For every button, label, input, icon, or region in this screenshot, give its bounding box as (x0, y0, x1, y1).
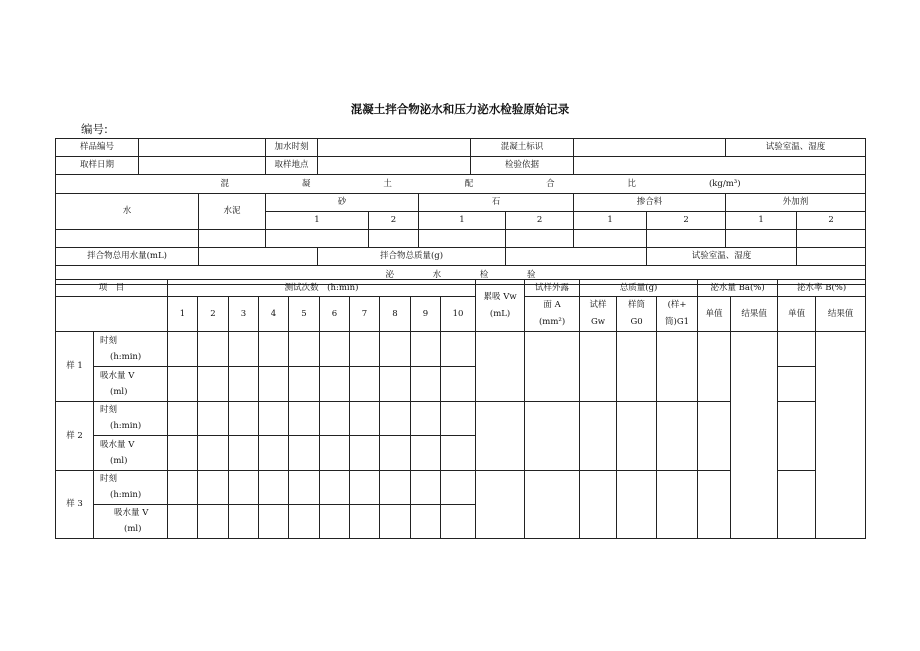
cell[interactable] (350, 436, 380, 471)
mix-header-char-2: 凝 (301, 178, 311, 189)
cell[interactable] (411, 367, 441, 402)
cell[interactable] (229, 367, 259, 402)
sample-2-volume-line-2: (ml) (110, 455, 128, 466)
mix-header-char-1: 混 (220, 178, 230, 189)
sample-1-volume-label (94, 367, 168, 402)
cylinder-g0-line-2: G0 (630, 317, 643, 327)
cell[interactable] (259, 436, 289, 471)
additive-value-2[interactable] (797, 229, 866, 247)
cement-label: 水泥 (199, 193, 266, 229)
sample-3-g1[interactable] (657, 471, 698, 539)
sample-3-label: 样 3 (56, 471, 94, 539)
sample-1-time-label (94, 332, 168, 367)
sample-1-volume-line-2: (ml) (110, 386, 128, 397)
cell[interactable] (168, 436, 198, 471)
info-row-2 (56, 157, 866, 175)
cell[interactable] (320, 436, 350, 471)
cell[interactable] (198, 436, 229, 471)
cell[interactable] (411, 471, 441, 505)
cell[interactable] (441, 505, 476, 539)
bleed-amount-header: 泌水量 Ba(%) (698, 280, 778, 297)
sample-plus-cylinder-line-2: 筒)G1 (665, 317, 690, 327)
sample-2-gw[interactable] (580, 402, 617, 471)
sample-1-time-line-1: 时刻 (100, 335, 118, 346)
cylinder-g0-line-1: 样筒 (628, 300, 646, 311)
cell[interactable] (350, 505, 380, 539)
count-7: 7 (350, 297, 380, 332)
cell[interactable] (320, 505, 350, 539)
cell[interactable] (198, 505, 229, 539)
sample-2-ba-single[interactable] (698, 402, 731, 471)
count-9: 9 (411, 297, 441, 332)
bleed-char-2: 水 (432, 269, 442, 280)
mix-header-char-5: 合 (546, 178, 555, 189)
sample-2-time-line-1: 时刻 (100, 405, 118, 416)
count-4: 4 (259, 297, 289, 332)
sampling-date-label: 取样日期 (56, 157, 139, 175)
cell[interactable] (441, 367, 476, 402)
cell[interactable] (380, 402, 411, 436)
cell[interactable] (441, 471, 476, 505)
cell[interactable] (411, 332, 441, 367)
cement-value[interactable] (199, 229, 266, 247)
count-3: 3 (229, 297, 259, 332)
sand-sub-2: 2 (369, 211, 419, 229)
cell[interactable] (289, 436, 320, 471)
cell[interactable] (259, 367, 289, 402)
total-mass-label: 拌合物总质量(g) (318, 248, 506, 266)
sample-1-g1[interactable] (657, 332, 698, 402)
cell[interactable] (441, 332, 476, 367)
sample-no-value[interactable] (139, 139, 266, 157)
additive-sub-2: 2 (797, 211, 866, 229)
cum-absorb-line-1: 累吸 Vw (483, 291, 517, 302)
sand-label: 砂 (266, 193, 419, 211)
sample-2-b-single[interactable] (778, 402, 816, 471)
bleed-char-1: 泌 (385, 269, 395, 280)
sample-1-b-single-a[interactable] (778, 332, 816, 367)
sand-sub-1: 1 (266, 211, 369, 229)
sample-3-volume-line-2: (ml) (124, 524, 142, 534)
bleed-rate-result-header: 结果值 (816, 297, 866, 332)
cell[interactable] (350, 402, 380, 436)
lab-temp-value-2[interactable] (797, 248, 866, 266)
b-result[interactable] (816, 332, 866, 539)
sampling-place-value[interactable] (318, 157, 471, 175)
sample-1-g0[interactable] (617, 332, 657, 402)
cell[interactable] (380, 367, 411, 402)
sample-gw-line-2: Gw (591, 317, 606, 327)
cell[interactable] (411, 436, 441, 471)
cell[interactable] (411, 402, 441, 436)
cell[interactable] (168, 367, 198, 402)
cell[interactable] (168, 505, 198, 539)
sample-1-label: 样 1 (56, 332, 94, 402)
cell[interactable] (198, 332, 229, 367)
mix-info-table (55, 138, 866, 285)
lab-temp-label: 试验室温、湿度 (726, 139, 866, 157)
exposed-area-line-3: (mm²) (538, 317, 566, 327)
cell[interactable] (380, 332, 411, 367)
cell[interactable] (229, 332, 259, 367)
cell[interactable] (229, 505, 259, 539)
cylinder-g0-header (617, 297, 657, 332)
sample-plus-cylinder-line-1: (样+ (667, 300, 687, 311)
exposed-area-header-1: 试样外露 (525, 280, 580, 297)
cell[interactable] (229, 402, 259, 436)
cell[interactable] (229, 436, 259, 471)
cell[interactable] (380, 505, 411, 539)
bleed-header-row-1 (56, 280, 866, 297)
sample-1-time-line-2: (h:min) (110, 351, 142, 362)
sample-2-time-line-2: (h:min) (110, 421, 142, 431)
cum-absorb-line-2: (mL) (489, 308, 511, 319)
water-label: 水 (56, 193, 199, 229)
totals-row (56, 248, 866, 266)
cell[interactable] (198, 402, 229, 436)
sample-1-ba-single[interactable] (698, 332, 731, 402)
sampling-place-label: 取样地点 (266, 157, 318, 175)
sample-3-time-line-1: 时刻 (100, 474, 118, 485)
mix-header (56, 175, 866, 193)
cell[interactable] (229, 471, 259, 505)
bleed-rate-single-header: 单值 (778, 297, 816, 332)
sample-gw-header (580, 297, 617, 332)
cum-absorb-header (476, 280, 525, 332)
document-title: 混凝土拌合物泌水和压力泌水检验原始记录 (350, 102, 570, 116)
test-basis-label: 检验依据 (471, 157, 574, 175)
cell[interactable] (350, 471, 380, 505)
test-count-header: 测试次数 (h:min) (168, 280, 476, 297)
cell[interactable] (259, 332, 289, 367)
mineral-admixture-label: 掺合料 (574, 193, 726, 211)
sample-3-exposed-area[interactable] (525, 471, 580, 539)
cell[interactable] (350, 332, 380, 367)
sample-2-exposed-area[interactable] (525, 402, 580, 471)
count-8: 8 (380, 297, 411, 332)
cell[interactable] (198, 471, 229, 505)
ba-result[interactable] (731, 332, 778, 539)
mix-header-char-3: 土 (383, 178, 392, 189)
additive-sub-1: 1 (726, 211, 797, 229)
water-value[interactable] (56, 229, 199, 247)
cell[interactable] (289, 332, 320, 367)
cell[interactable] (259, 505, 289, 539)
mineral-sub-1: 1 (574, 211, 647, 229)
cell[interactable] (320, 471, 350, 505)
sample-3-gw[interactable] (580, 471, 617, 539)
item-header: 项 目 (56, 280, 168, 297)
cell[interactable] (380, 471, 411, 505)
sample-2-volume-line-1: 吸水量 V (100, 439, 135, 450)
sample-1-b-single-b[interactable] (778, 367, 816, 402)
mix-header-char-6: 比 (627, 178, 637, 189)
additive-label: 外加剂 (726, 193, 866, 211)
bleed-amount-single-header: 单值 (698, 297, 731, 332)
document-number-label: 编号: (81, 122, 108, 136)
sample-1-time-row (56, 332, 866, 367)
cell[interactable] (411, 505, 441, 539)
lab-temp-label-2: 试验室温、湿度 (647, 248, 797, 266)
bleed-test-table (55, 279, 866, 539)
sampling-date-value[interactable] (139, 157, 266, 175)
mix-header-char-4: 配 (464, 178, 474, 189)
sample-1-gw[interactable] (580, 332, 617, 402)
cell[interactable] (289, 471, 320, 505)
additive-value-1[interactable] (726, 229, 797, 247)
bleed-header-row-2 (56, 297, 866, 332)
count-10: 10 (441, 297, 476, 332)
cell[interactable] (289, 367, 320, 402)
mix-materials-row (56, 193, 866, 211)
sample-3-volume-label (94, 505, 168, 539)
stone-value-1[interactable] (419, 229, 506, 247)
sample-3-time-line-2: (h:min) (110, 490, 142, 500)
cell[interactable] (320, 367, 350, 402)
cell[interactable] (198, 367, 229, 402)
sample-1-exposed-area[interactable] (525, 332, 580, 402)
mineral-value-2[interactable] (647, 229, 726, 247)
sample-2-cum-absorb[interactable] (476, 402, 525, 471)
cell[interactable] (380, 436, 411, 471)
water-time-value[interactable] (318, 139, 471, 157)
stone-sub-2: 2 (506, 211, 574, 229)
exposed-area-header-2 (525, 297, 580, 332)
sample-2-volume-label (94, 436, 168, 471)
sand-value-1[interactable] (266, 229, 369, 247)
total-water-value[interactable] (199, 248, 318, 266)
exposed-area-line-2: 面 A (543, 300, 561, 311)
cell[interactable] (441, 402, 476, 436)
info-row-1 (56, 139, 866, 157)
sample-3-volume-line-1: 吸水量 V (114, 508, 149, 519)
sample-3-cum-absorb[interactable] (476, 471, 525, 539)
sample-1-cum-absorb[interactable] (476, 332, 525, 402)
count-6: 6 (320, 297, 350, 332)
cell[interactable] (168, 402, 198, 436)
cell[interactable] (320, 402, 350, 436)
water-time-label: 加水时刻 (266, 139, 318, 157)
stone-value-2[interactable] (506, 229, 574, 247)
cell[interactable] (168, 471, 198, 505)
cell[interactable] (350, 367, 380, 402)
sample-2-g0[interactable] (617, 402, 657, 471)
sample-2-label: 样 2 (56, 402, 94, 471)
sample-2-g1[interactable] (657, 402, 698, 471)
mix-values-row (56, 229, 866, 247)
count-2: 2 (198, 297, 229, 332)
concrete-mark-label: 混凝土标识 (471, 139, 574, 157)
sample-3-time-label (94, 471, 168, 505)
sample-no-label: 样品编号 (56, 139, 139, 157)
sample-3-ba-single[interactable] (698, 471, 731, 539)
test-basis-value[interactable] (574, 157, 866, 175)
item-header-blank (56, 297, 168, 332)
stone-sub-1: 1 (419, 211, 506, 229)
mix-header-row (56, 175, 866, 193)
total-mass-value[interactable] (506, 248, 647, 266)
mineral-sub-2: 2 (647, 211, 726, 229)
cell[interactable] (320, 332, 350, 367)
sample-2-time-label (94, 402, 168, 436)
sample-1-volume-line-1: 吸水量 V (100, 370, 135, 381)
cell[interactable] (259, 402, 289, 436)
bleed-rate-header: 泌水率 B(%) (778, 280, 866, 297)
sample-3-b-single[interactable] (778, 471, 816, 539)
bleed-char-4: 验 (526, 269, 536, 280)
concrete-mark-value[interactable] (574, 139, 726, 157)
cell[interactable] (289, 505, 320, 539)
cell[interactable] (168, 332, 198, 367)
mix-header-unit: (kg/m³) (708, 178, 741, 189)
cell[interactable] (441, 436, 476, 471)
sample-3-g0[interactable] (617, 471, 657, 539)
cell[interactable] (259, 471, 289, 505)
bleed-char-3: 检 (479, 269, 489, 280)
cell[interactable] (289, 402, 320, 436)
sample-gw-line-1: 试样 (589, 300, 607, 311)
total-mass-header: 总质量(g) (580, 280, 698, 297)
count-5: 5 (289, 297, 320, 332)
stone-label: 石 (419, 193, 574, 211)
count-1: 1 (168, 297, 198, 332)
bleed-amount-result-header: 结果值 (731, 297, 778, 332)
total-water-label: 拌合物总用水量(mL) (56, 248, 199, 266)
sand-value-2[interactable] (369, 229, 419, 247)
mineral-value-1[interactable] (574, 229, 647, 247)
sample-plus-cylinder-header (657, 297, 698, 332)
